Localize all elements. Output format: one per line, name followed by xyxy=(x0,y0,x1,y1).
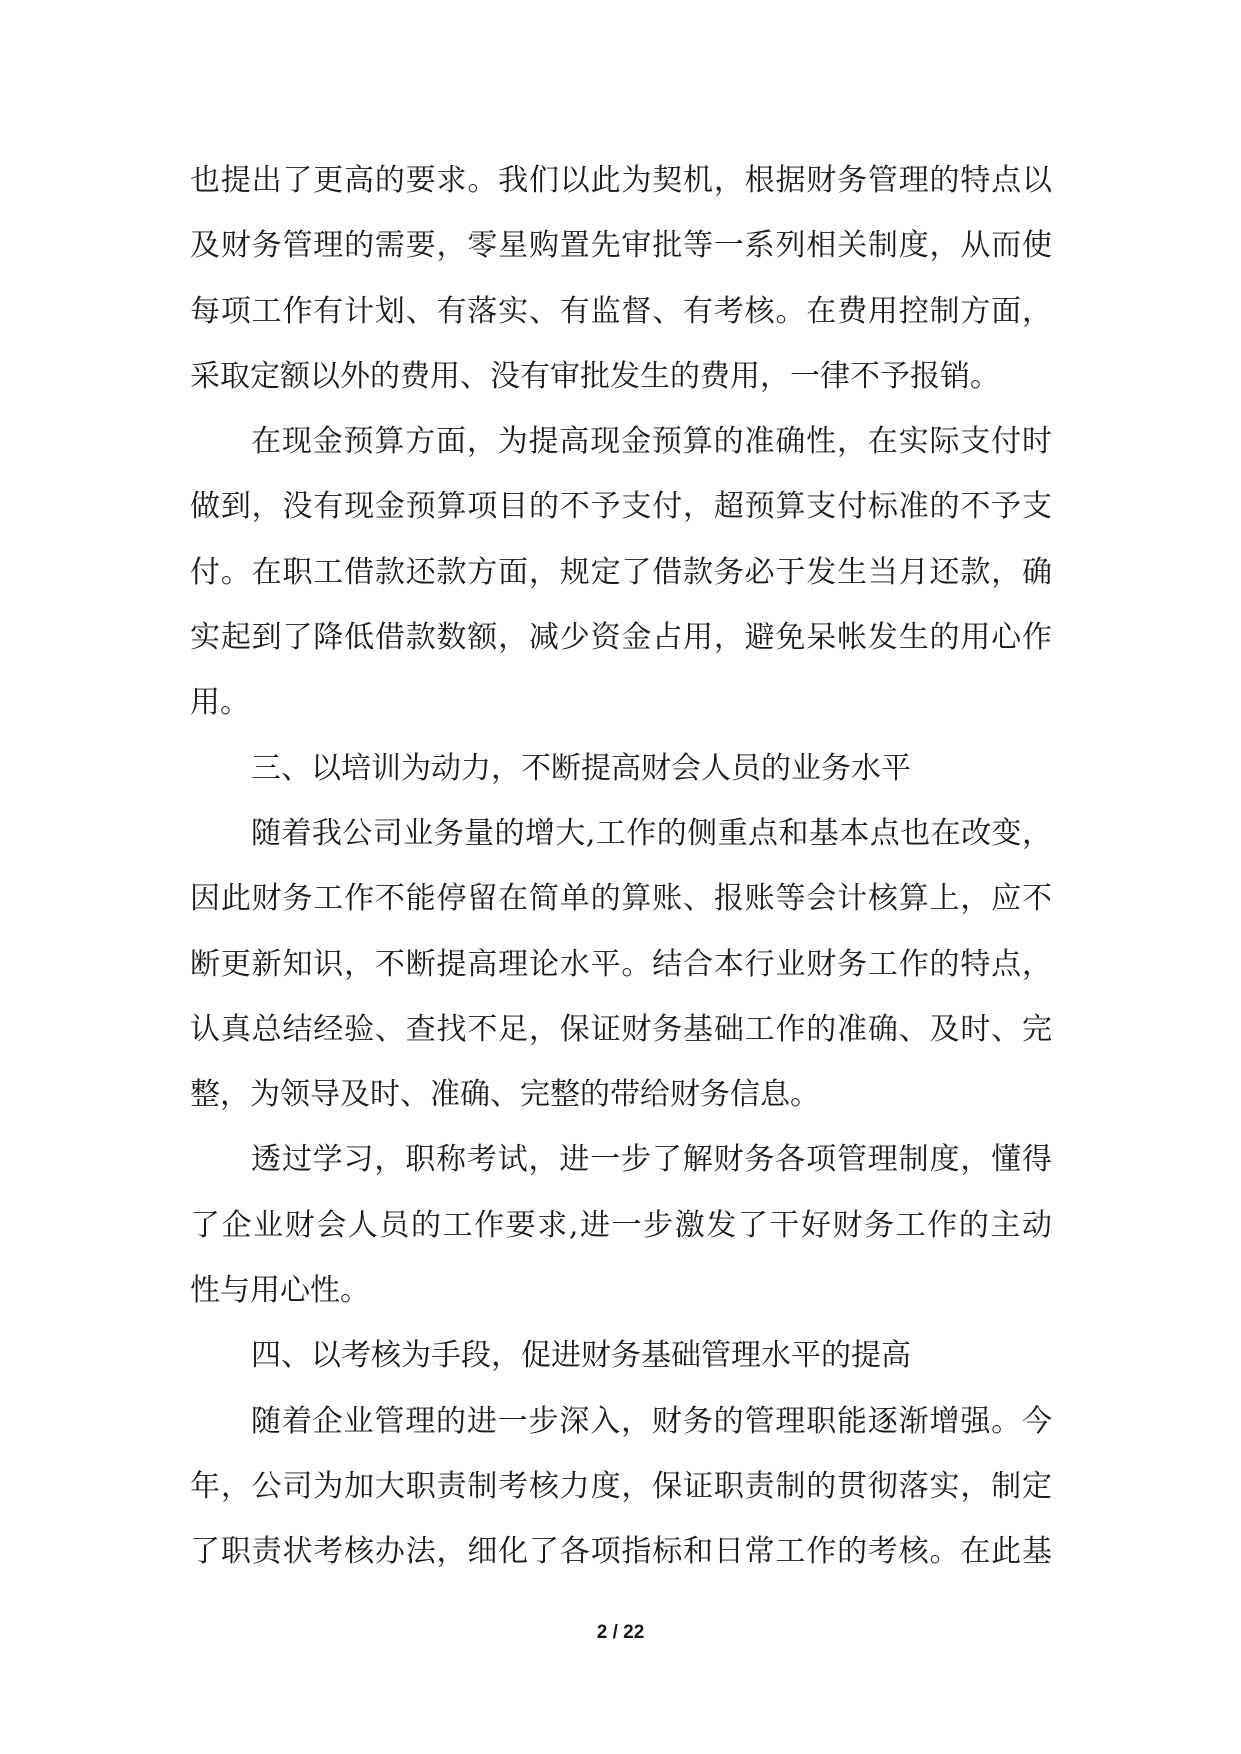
text-line: 透过学习，职称考试，进一步了解财务各项管理制度，懂得 xyxy=(251,1142,1052,1178)
text-line: 用。 xyxy=(190,685,250,721)
text-line: 也提出了更高的要求。我们以此为契机，根据财务管理的特点以 xyxy=(190,163,1052,198)
text-line: 及财务管理的需要，零星购置先审批等一系列相关制度，从而使 xyxy=(190,228,1052,264)
page-number: 2 / 22 xyxy=(596,1622,645,1643)
section-heading xyxy=(190,1323,1052,1388)
text-line: 因此财务工作不能停留在简单的算账、报账等会计核算上，应不 xyxy=(190,881,1052,917)
section-heading-text: 四、以考核为手段，促进财务基础管理水平的提高 xyxy=(251,1338,911,1374)
text-line: 在现金预算方面，为提高现金预算的准确性，在实际支付时 xyxy=(251,424,1052,460)
text-line: 整，为领导及时、准确、完整的带给财务信息。 xyxy=(190,1077,820,1113)
text-line: 断更新知识，不断提高理论水平。结合本行业财务工作的特点， xyxy=(190,946,1052,982)
document-body xyxy=(190,148,1052,1585)
section-heading xyxy=(190,736,1052,801)
text-line: 性与用心性。 xyxy=(190,1273,370,1309)
paragraph xyxy=(190,1127,1052,1323)
text-line: 采取定额以外的费用、没有审批发生的费用，一律不予报销。 xyxy=(190,358,1000,394)
text-line: 实起到了降低借款数额，减少资金占用，避免呆帐发生的用心作 xyxy=(190,620,1052,656)
text-line: 随着企业管理的进一步深入，财务的管理职能逐渐增强。今 xyxy=(251,1403,1052,1439)
text-line: 了职责状考核办法，细化了各项指标和日常工作的考核。在此基 xyxy=(190,1534,1052,1570)
text-line: 付。在职工借款还款方面，规定了借款务必于发生当月还款，确 xyxy=(190,554,1052,590)
paragraph xyxy=(190,409,1052,735)
paragraph xyxy=(190,1389,1052,1585)
paragraph xyxy=(190,801,1052,1127)
text-line: 认真总结经验、查找不足，保证财务基础工作的准确、及时、完 xyxy=(190,1011,1052,1047)
section-heading-text: 三、以培训为动力，不断提高财会人员的业务水平 xyxy=(251,750,911,786)
paragraph xyxy=(190,148,1052,409)
text-line: 随着我公司业务量的增大,工作的侧重点和基本点也在改变， xyxy=(251,815,1052,851)
text-line: 每项工作有计划、有落实、有监督、有考核。在费用控制方面， xyxy=(190,293,1052,329)
text-line: 做到，没有现金预算项目的不予支付，超预算支付标准的不予支 xyxy=(190,489,1052,525)
text-line: 了企业财会人员的工作要求,进一步激发了干好财务工作的主动 xyxy=(190,1207,1052,1243)
text-line: 年，公司为加大职责制考核力度，保证职责制的贯彻落实，制定 xyxy=(190,1468,1052,1504)
